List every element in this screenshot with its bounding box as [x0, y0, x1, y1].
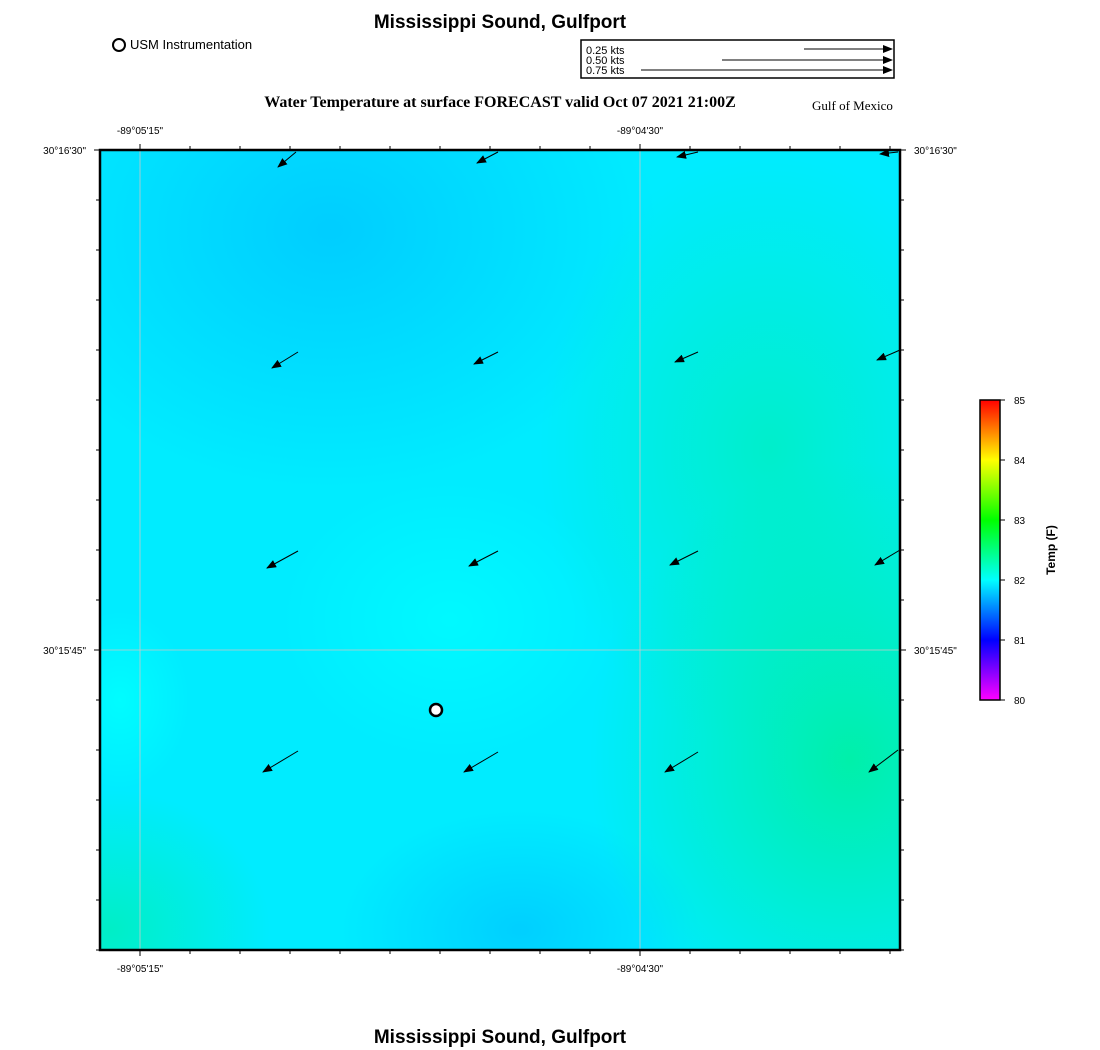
- temperature-colorbar: [980, 396, 1058, 707]
- lon-label-top-1: -89°05'15": [116, 126, 164, 137]
- colorbar-tick-80: 80: [1014, 696, 1026, 707]
- lat-label-left-1: 30°16'30": [43, 146, 86, 157]
- map-subtitle: Water Temperature at surface FORECAST valid Oct 07 2021 21:00Z: [264, 94, 736, 111]
- lon-label-bottom-1: -89°05'15": [116, 964, 164, 975]
- scale-label-025: 0.25 kts: [586, 45, 625, 57]
- colorbar-tick-82: 82: [1014, 576, 1026, 587]
- region-label: Gulf of Mexico: [812, 98, 893, 113]
- usm-instrument-marker[interactable]: [430, 704, 442, 716]
- colorbar-tick-85: 85: [1014, 396, 1026, 407]
- lat-label-right-1: 30°16'30": [914, 146, 957, 157]
- colorbar-tick-83: 83: [1014, 516, 1026, 527]
- map-title: Mississippi Sound, Gulfport: [373, 12, 627, 33]
- lat-label-right-2: 30°15'45": [914, 646, 957, 657]
- current-scale-legend: [581, 40, 894, 78]
- scale-label-075: 0.75 kts: [586, 65, 625, 77]
- colorbar-title: Temp (F): [1044, 525, 1058, 575]
- lat-label-left-2: 30°15'45": [43, 646, 86, 657]
- colorbar-tick-81: 81: [1014, 636, 1026, 647]
- scale-label-050: 0.50 kts: [586, 55, 625, 67]
- colorbar-tick-84: 84: [1014, 456, 1026, 467]
- lon-label-bottom-2: -89°04'30": [616, 964, 664, 975]
- lon-label-top-2: -89°04'30": [616, 126, 664, 137]
- marker-legend-label: USM Instrumentation: [130, 37, 253, 52]
- footer-title: Mississippi Sound, Gulfport: [373, 1027, 627, 1048]
